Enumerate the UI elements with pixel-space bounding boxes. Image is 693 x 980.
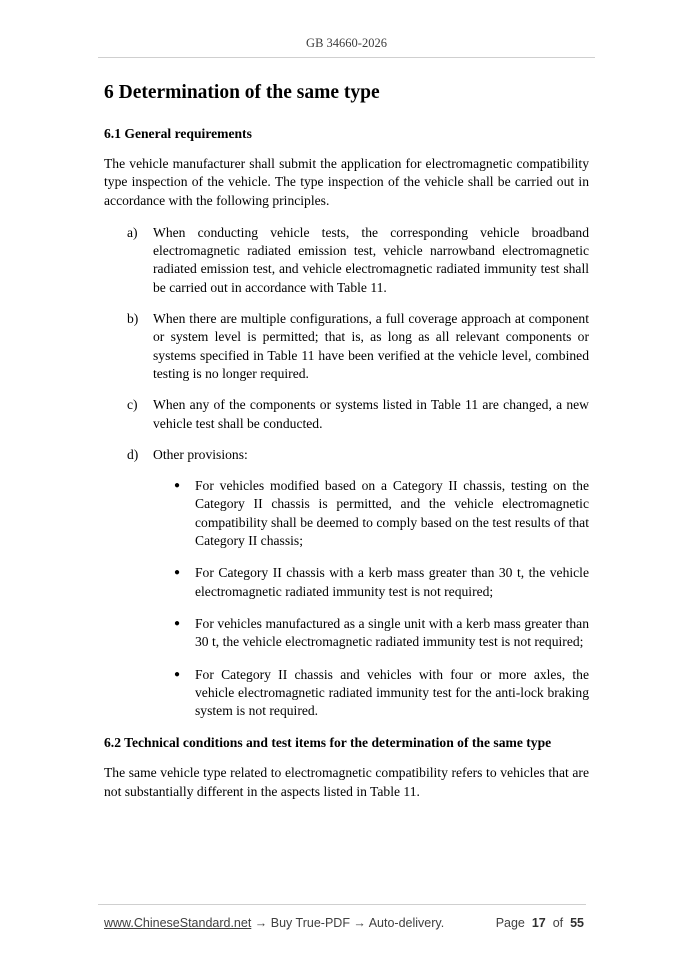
list-item-a xyxy=(104,224,589,297)
section-6-1-title: 6.1 General requirements xyxy=(104,126,252,141)
section-6-1-intro: The vehicle manufacturer shall submit the application for electromagnetic compatibility type inspection of the vehicle. The type inspection of the vehicle shall be carried out in accordance with the following principles. xyxy=(104,156,589,208)
document-id-header: GB 34660-2026 xyxy=(306,36,387,50)
list-marker: b) xyxy=(127,311,139,327)
list-item-text: When conducting vehicle tests, the corresponding vehicle broadband electromagnetic radiated emission test, vehicle narrowband electromagnetic radiated emission test, and vehicle electromagnetic radiated immunity test shall be carried out in accordance with Table 11. xyxy=(153,224,589,295)
bullet-text: For vehicles manufactured as a single unit with a kerb mass greater than 30 t, the vehicle electromagnetic radiated immunity test is not required; xyxy=(195,615,589,650)
footer-site-link[interactable]: www.ChineseStandard.net xyxy=(104,916,252,930)
bullet-text: For vehicles modified based on a Category II chassis, testing on the Category II chassis is permitted, and the vehicle electromagnetic compatibility shall be deemed to comply based on the test results of that Category II chassis; xyxy=(195,478,589,549)
bullet-icon: ● xyxy=(174,668,181,680)
bullet-item xyxy=(174,477,589,550)
section-6-title: 6 Determination of the same type xyxy=(104,82,380,103)
page-number xyxy=(496,916,584,930)
list-marker: a) xyxy=(127,224,138,240)
section-6-2-title: 6.2 Technical conditions and test items for the determination of the same type xyxy=(104,735,552,751)
page-label: Page xyxy=(495,916,525,930)
list-marker: d) xyxy=(127,446,139,462)
list-item-c xyxy=(104,396,589,433)
list-marker: c) xyxy=(127,397,138,413)
list-item-d xyxy=(104,446,589,721)
list-item-b xyxy=(104,310,589,383)
bullet-item xyxy=(174,615,589,652)
total-pages: 55 xyxy=(570,916,584,930)
bullet-icon: ● xyxy=(174,480,181,492)
arrow-right-icon: → xyxy=(251,916,271,930)
current-page: 17 xyxy=(531,916,546,930)
footer-divider xyxy=(98,904,586,905)
page-body xyxy=(104,80,589,801)
footer-buy-text: Buy True-PDF xyxy=(270,916,350,930)
arrow-right-icon: → xyxy=(349,916,369,930)
list-item-text: Other provisions: xyxy=(153,446,248,462)
bullet-item xyxy=(174,666,589,721)
bullet-text: For Category II chassis with a kerb mass greater than 30 t, the vehicle electromagnetic radiated immunity test is not required; xyxy=(195,565,589,599)
section-6-2-text: The same vehicle type related to electromagnetic compatibility refers to vehicles that are not substantially different in the aspects listed in Table 11. xyxy=(104,765,589,799)
bullet-icon: ● xyxy=(174,567,181,579)
header-divider xyxy=(98,57,595,58)
bullet-item xyxy=(174,564,589,601)
bullet-text: For Category II chassis and vehicles with four or more axles, the vehicle electromagnetic radiated immunity test for the anti-lock braking system is not required. xyxy=(195,666,589,719)
footer-promo xyxy=(104,916,444,930)
list-item-text: When there are multiple configurations, a full coverage approach at component or system level is permitted; that is, as long as all relevant components or systems specified in Table 11 have been verified at the vehicle level, combined testing is no longer required. xyxy=(153,311,589,381)
other-provisions-list xyxy=(153,477,589,720)
bullet-icon: ● xyxy=(174,617,181,629)
footer-delivery-text: Auto-delivery. xyxy=(368,916,445,930)
list-item-text: When any of the components or systems listed in Table 11 are changed, a new vehicle test shall be conducted. xyxy=(153,397,589,431)
of-label: of xyxy=(552,916,564,930)
